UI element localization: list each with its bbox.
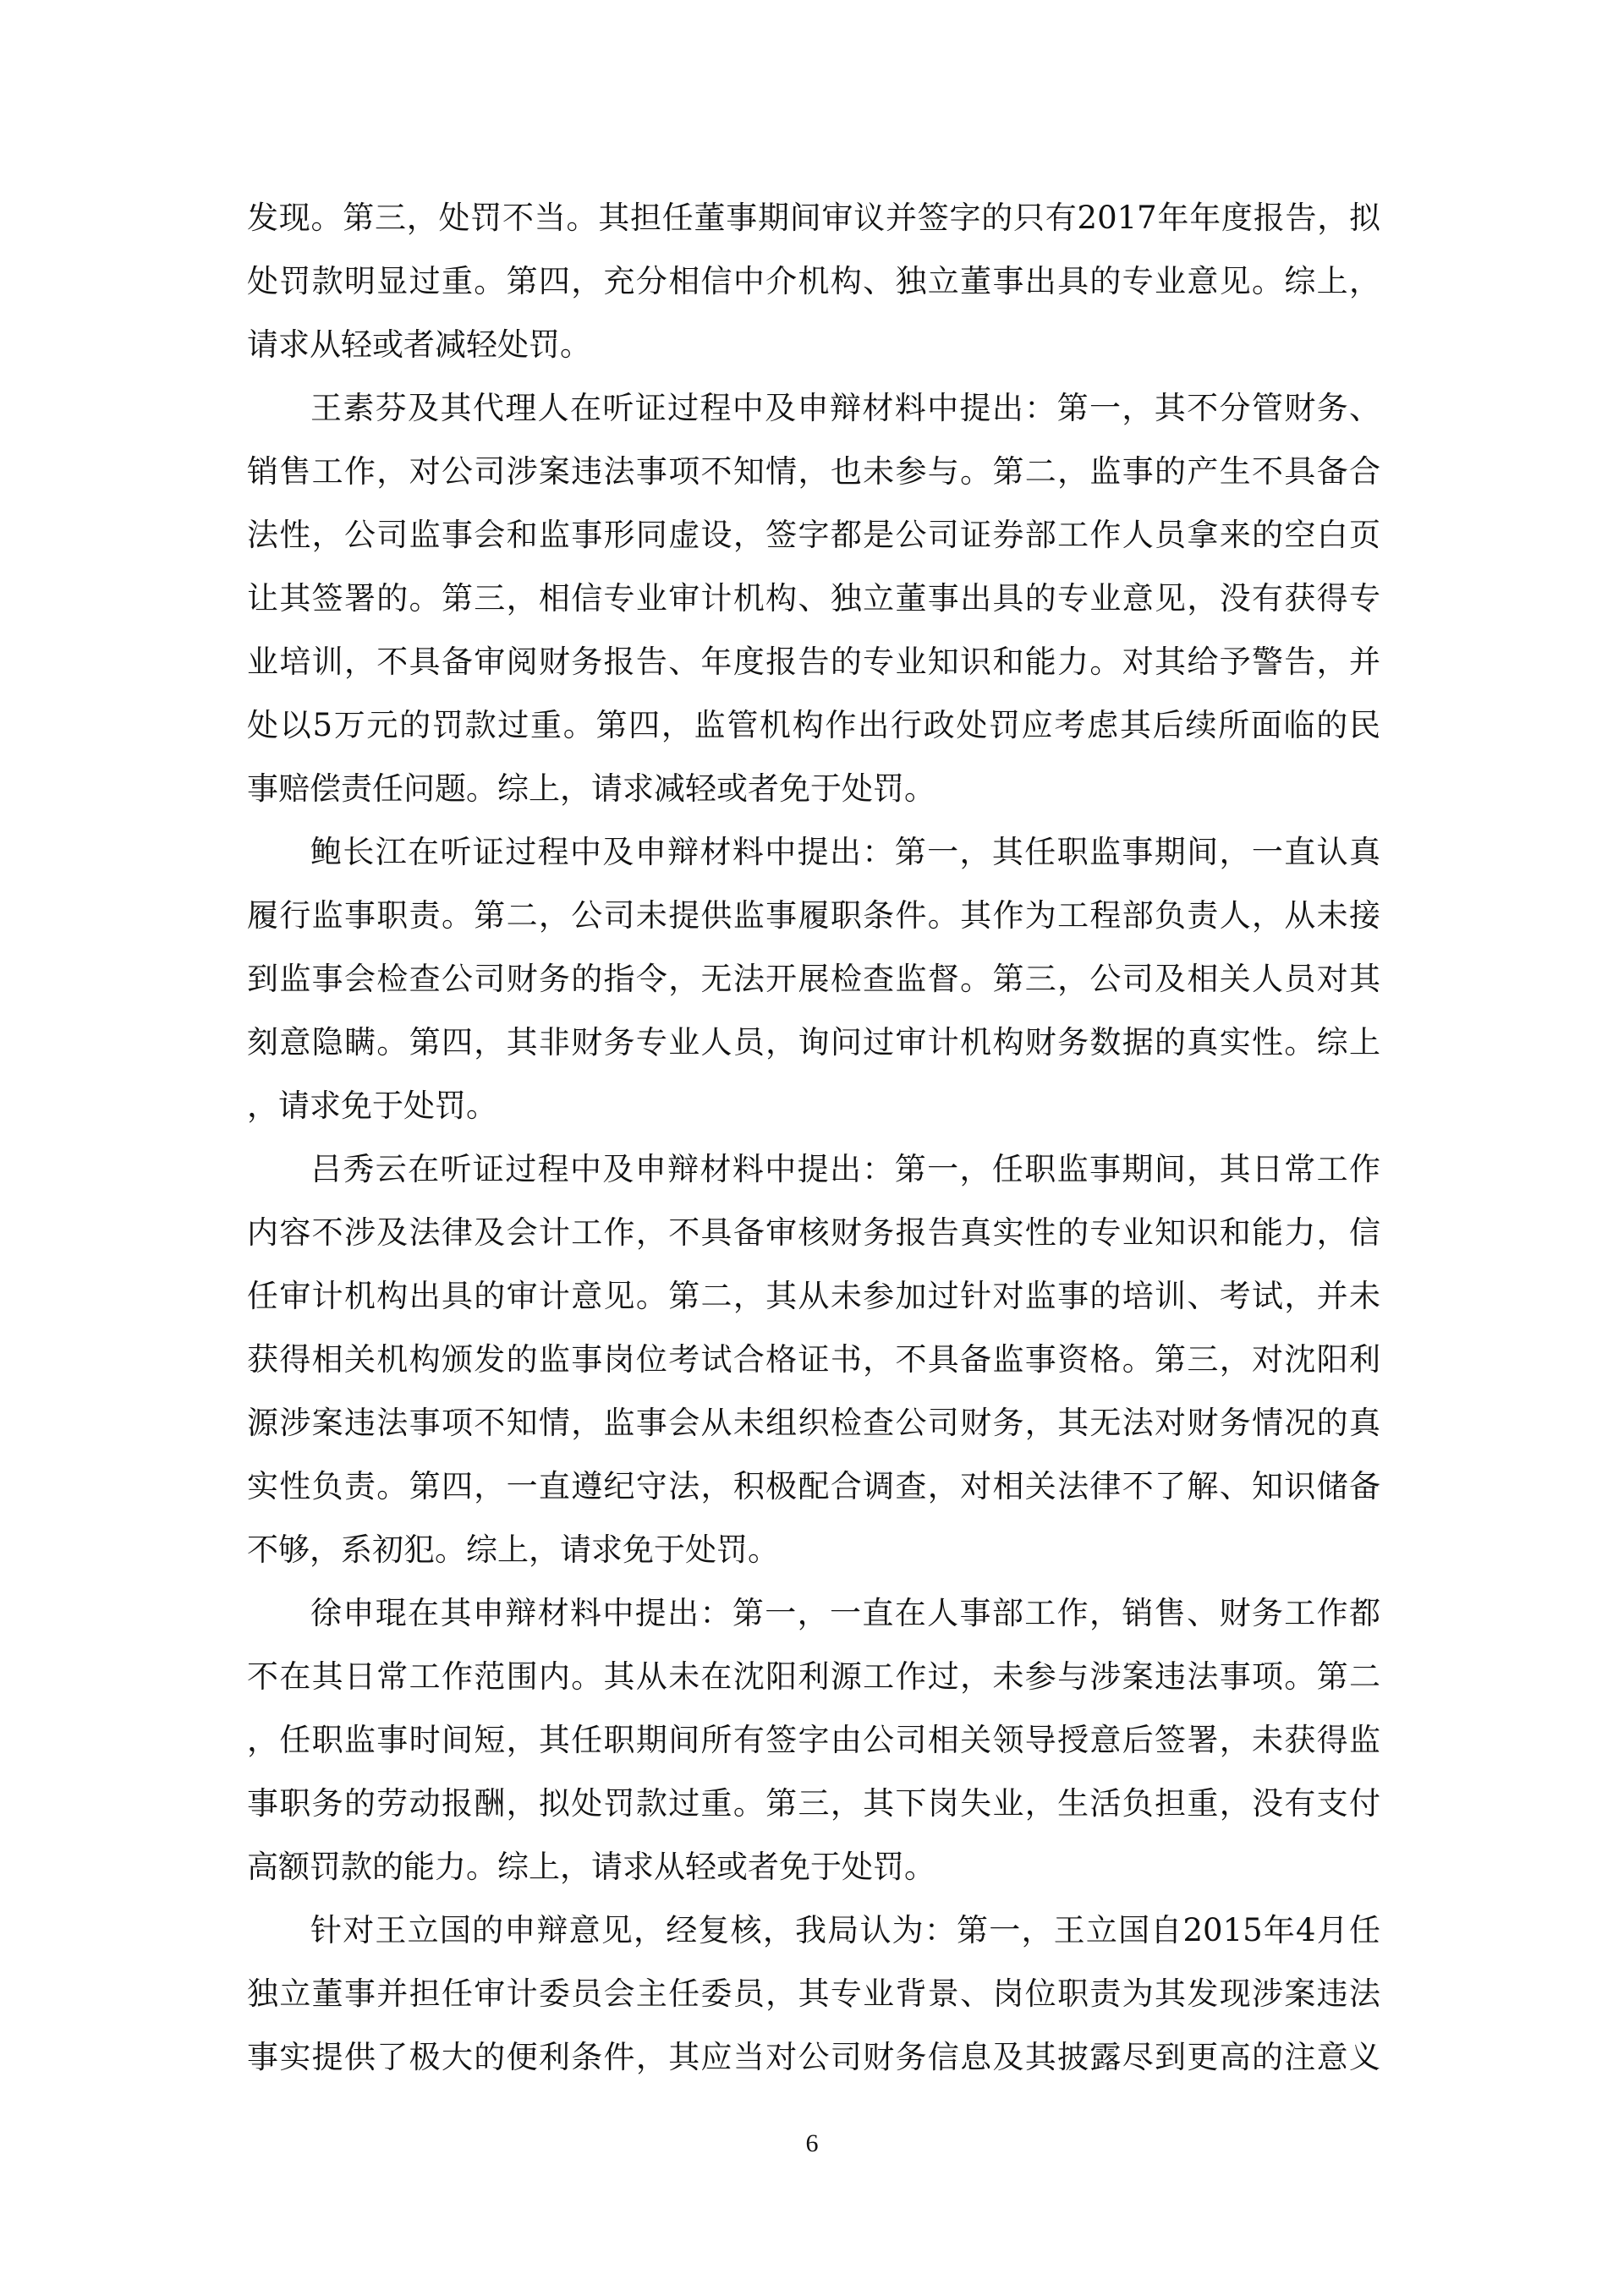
page-number: 6 <box>805 2129 819 2157</box>
text-line: 到监事会检查公司财务的指令，无法开展检查监督。第三，公司及相关人员对其 <box>247 961 1380 997</box>
text-line: ，请求免于处罚。 <box>247 1088 497 1124</box>
text-line: 内容不涉及法律及会计工作，不具备审核财务报告真实性的专业知识和能力，信 <box>247 1214 1380 1251</box>
text-line: 针对王立国的申辩意见，经复核，我局认为：第一，王立国自2015年4月任 <box>310 1912 1380 1948</box>
text-line: ，任职监事时间短，其任职期间所有签字由公司相关领导授意后签署，未获得监 <box>247 1722 1380 1758</box>
text-line: 发现。第三，处罚不当。其担任董事期间审议并签字的只有2017年年度报告，拟 <box>247 200 1380 236</box>
text-line: 让其签署的。第三，相信专业审计机构、独立董事出具的专业意见，没有获得专 <box>247 580 1380 616</box>
text-line: 履行监事职责。第二，公司未提供监事履职条件。其作为工程部负责人，从未接 <box>247 897 1380 934</box>
text-line: 高额罚款的能力。综上，请求从轻或者免于处罚。 <box>247 1849 935 1885</box>
text-line: 王素芬及其代理人在听证过程中及申辩材料中提出：第一，其不分管财务、 <box>310 390 1380 426</box>
paragraph-p1-continuation <box>247 186 1380 376</box>
text-line: 处以5万元的罚款过重。第四，监管机构作出行政处罚应考虑其后续所面临的民 <box>247 707 1380 743</box>
paragraph-p6-response-wang-liguo <box>247 1899 1380 2089</box>
text-line: 不在其日常工作范围内。其从未在沈阳利源工作过，未参与涉案违法事项。第二 <box>247 1658 1380 1695</box>
text-line: 请求从轻或者减轻处罚。 <box>247 326 591 363</box>
paragraph-p3-bao-changjiang <box>247 820 1380 1137</box>
text-line: 不够，系初犯。综上，请求免于处罚。 <box>247 1532 779 1568</box>
text-line: 业培训，不具备审阅财务报告、年度报告的专业知识和能力。对其给予警告，并 <box>247 644 1380 680</box>
text-line: 源涉案违法事项不知情，监事会从未组织检查公司财务，其无法对财务情况的真 <box>247 1405 1380 1441</box>
text-line: 独立董事并担任审计委员会主任委员，其专业背景、岗位职责为其发现涉案违法 <box>247 1975 1380 2012</box>
text-line: 事实提供了极大的便利条件，其应当对公司财务信息及其披露尽到更高的注意义 <box>247 2039 1380 2075</box>
text-line: 获得相关机构颁发的监事岗位考试合格证书，不具备监事资格。第三，对沈阳利 <box>247 1341 1380 1378</box>
text-line: 鲍长江在听证过程中及申辩材料中提出：第一，其任职监事期间，一直认真 <box>310 834 1380 870</box>
paragraph-p4-lv-xiuyun <box>247 1137 1380 1581</box>
text-line: 法性，公司监事会和监事形同虚设，签字都是公司证券部工作人员拿来的空白页 <box>247 517 1380 553</box>
text-line: 处罚款明显过重。第四，充分相信中介机构、独立董事出具的专业意见。综上， <box>247 263 1380 299</box>
text-line: 事职务的劳动报酬，拟处罚款过重。第三，其下岗失业，生活负担重，没有支付 <box>247 1785 1380 1822</box>
paragraph-p5-xu-shenkun <box>247 1581 1380 1899</box>
text-line: 事赔偿责任问题。综上，请求减轻或者免于处罚。 <box>247 770 935 807</box>
paragraph-p2-wang-sufen <box>247 376 1380 820</box>
text-line: 实性负责。第四，一直遵纪守法，积极配合调查，对相关法律不了解、知识储备 <box>247 1468 1380 1504</box>
text-line: 销售工作，对公司涉案违法事项不知情，也未参与。第二，监事的产生不具备合 <box>247 453 1380 490</box>
text-line: 任审计机构出具的审计意见。第二，其从未参加过针对监事的培训、考试，并未 <box>247 1278 1380 1314</box>
text-line: 徐申琨在其申辩材料中提出：第一，一直在人事部工作，销售、财务工作都 <box>310 1595 1380 1631</box>
text-line: 吕秀云在听证过程中及申辩材料中提出：第一，任职监事期间，其日常工作 <box>310 1151 1380 1187</box>
document-body <box>247 186 1380 2089</box>
text-line: 刻意隐瞒。第四，其非财务专业人员，询问过审计机构财务数据的真实性。综上 <box>247 1024 1380 1060</box>
